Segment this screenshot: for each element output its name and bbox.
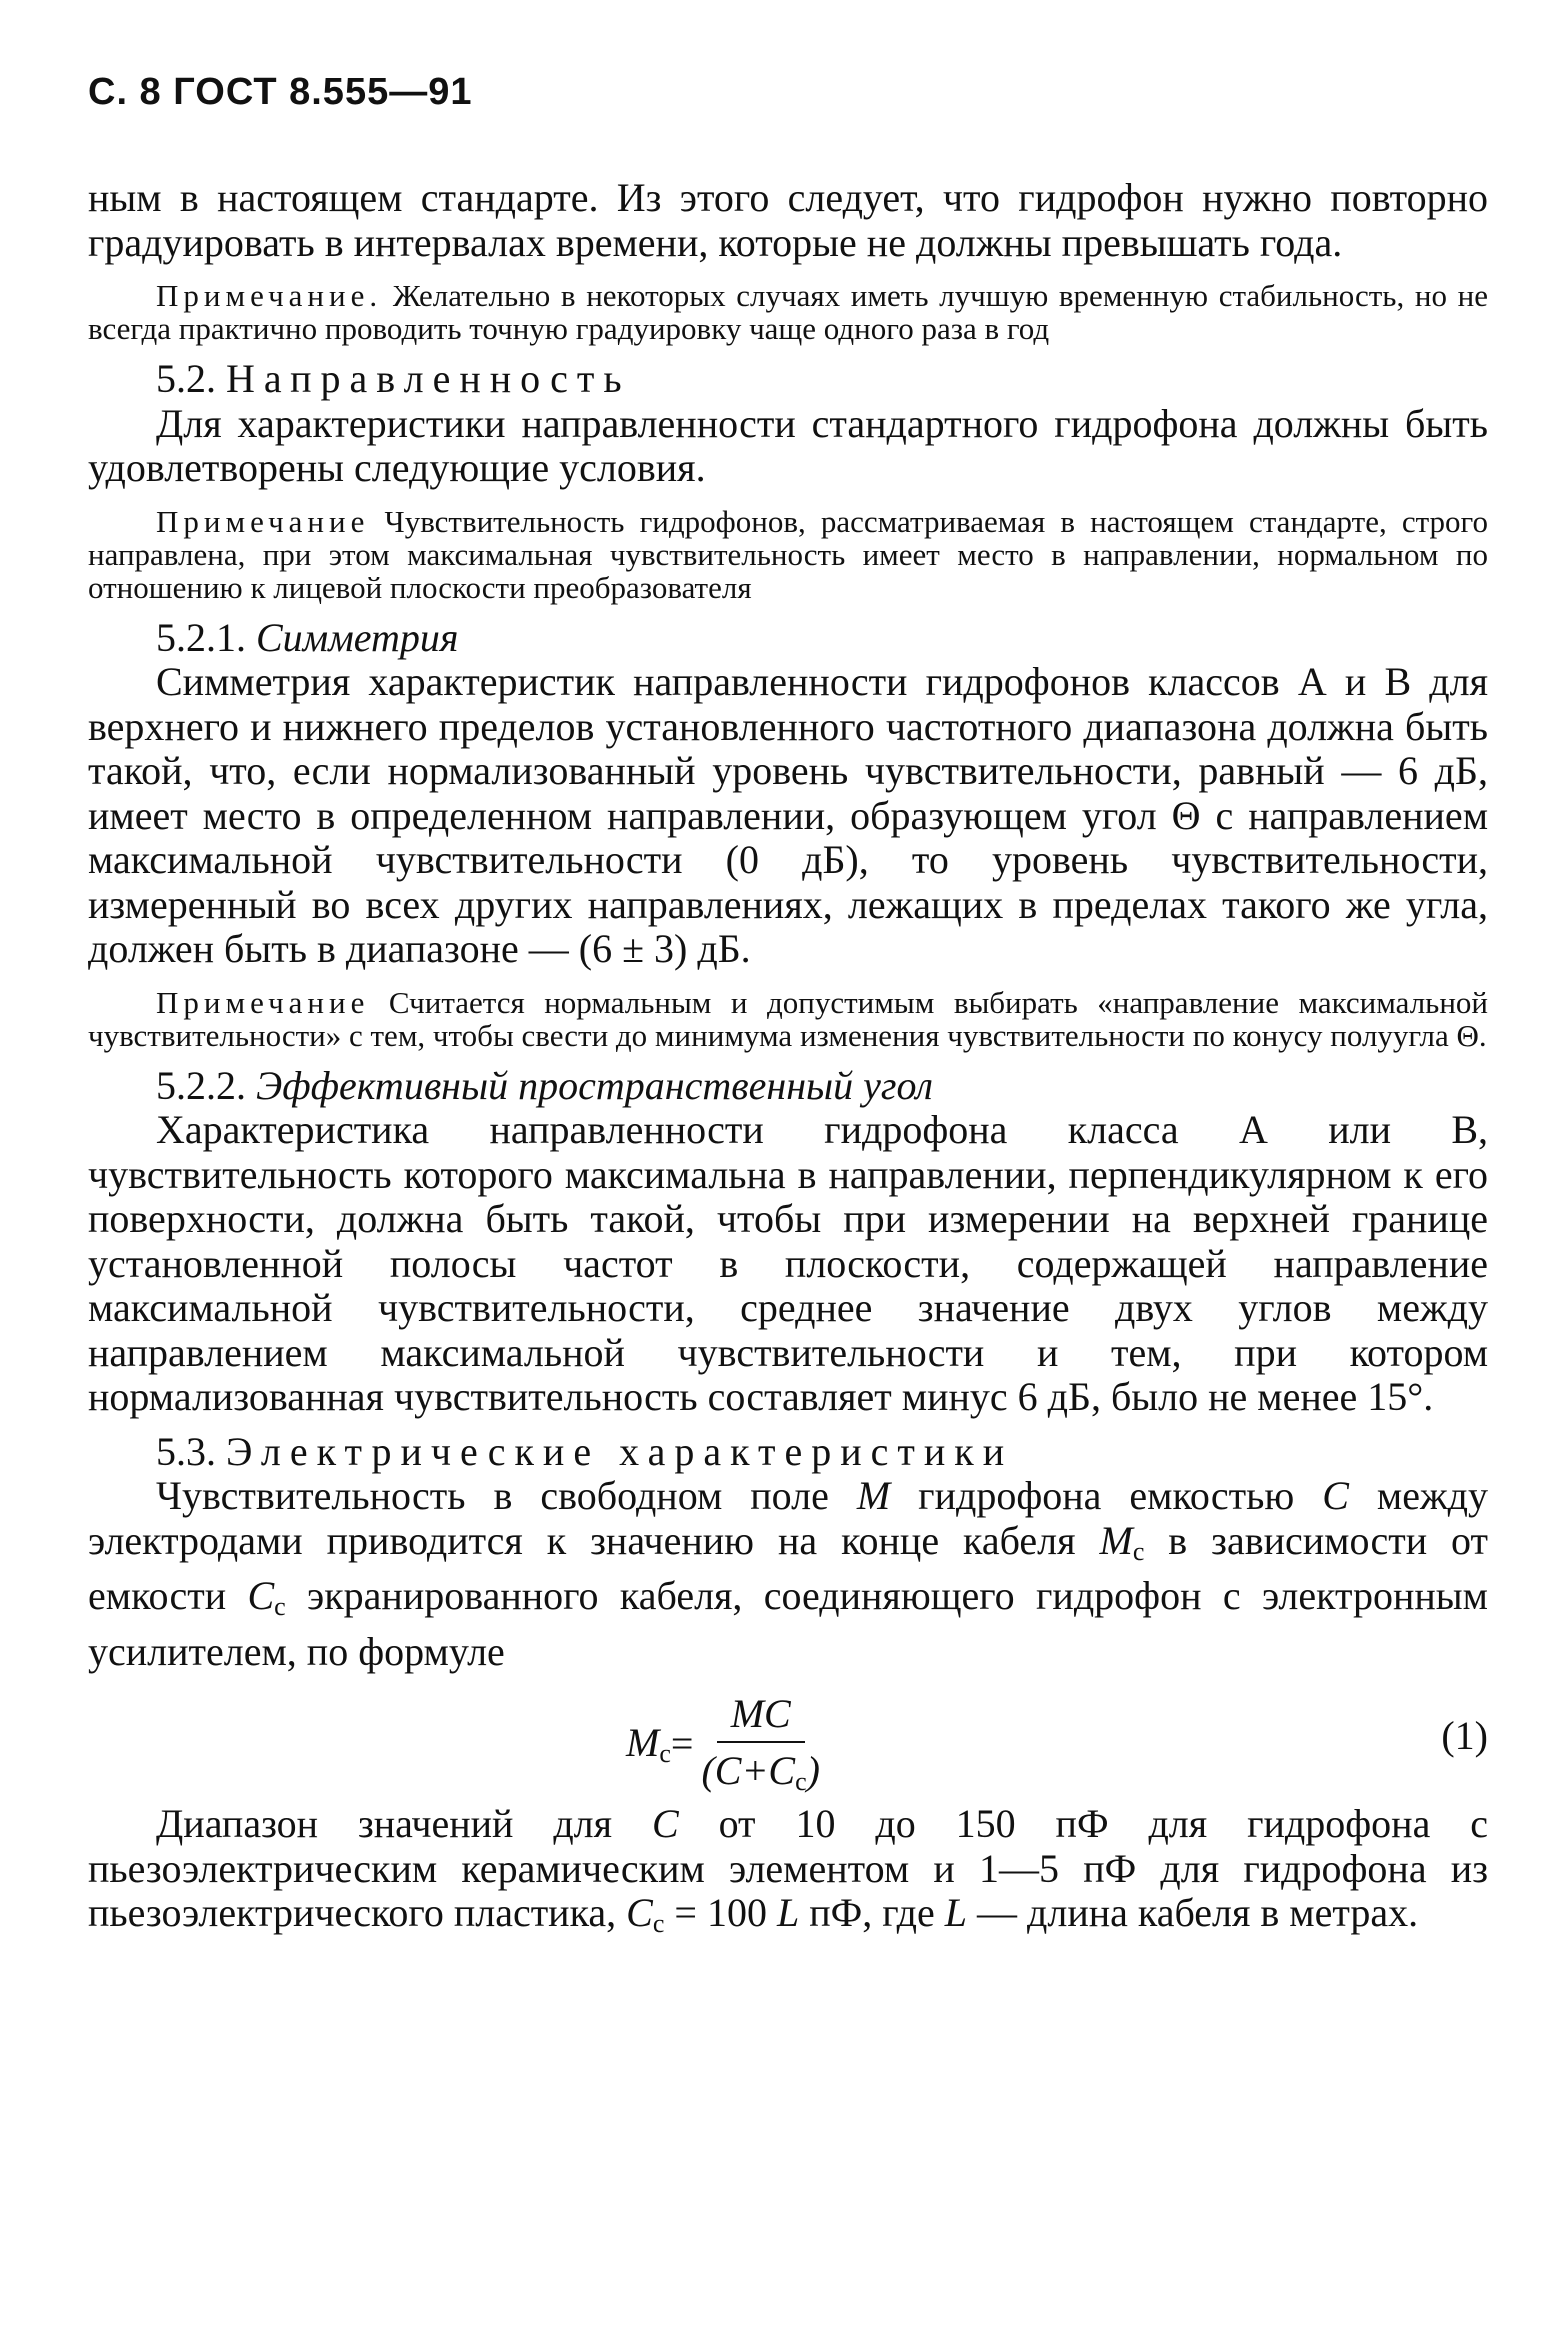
paragraph-range xyxy=(88,1802,1488,1947)
formula-number: (1) xyxy=(1441,1713,1488,1758)
text-run: — длина кабеля в метрах. xyxy=(967,1890,1419,1935)
note-label: Примечание xyxy=(156,984,370,1020)
section-number: 5.2. xyxy=(156,356,216,401)
subscript: c xyxy=(652,1909,665,1938)
text-run: в зависимости от емкости xyxy=(88,1517,1488,1618)
note-text: Желательно в некоторых случаях иметь лучшую временную стабильность, но не всегда практично проводить точную градуировку чаще одного раза в год xyxy=(88,278,1488,346)
formula-lhs-var: M xyxy=(626,1719,660,1765)
note-3 xyxy=(88,986,1488,1052)
section-number: 5.2.2. xyxy=(156,1062,246,1108)
subscript: c xyxy=(274,1592,286,1621)
formula-expression xyxy=(626,1690,820,1797)
text-run: Диапазон значений для xyxy=(156,1801,652,1846)
paragraph-electrical xyxy=(88,1474,1488,1674)
variable-l: L xyxy=(776,1890,800,1935)
note-1 xyxy=(88,279,1488,345)
note-label: Примечание. xyxy=(156,278,383,313)
subscript: c xyxy=(1132,1536,1145,1566)
formula-fraction xyxy=(701,1690,820,1797)
section-5-2-2-heading xyxy=(156,1064,1488,1109)
formula-den-close: ) xyxy=(806,1748,820,1793)
page-header: С. 8 ГОСТ 8.555—91 xyxy=(88,71,473,113)
paragraph-continuation: ным в настоящем стандарте. Из этого следует, что гидрофон нужно повторно градуировать в интервалах времени, которые не должны превышать года. xyxy=(88,175,1488,265)
section-title: Электрические характеристики xyxy=(226,1428,1014,1474)
formula-den-sub: c xyxy=(795,1767,807,1796)
text-run: = 100 xyxy=(664,1890,777,1935)
section-title: Направленность xyxy=(226,356,631,401)
note-label: Примечание xyxy=(156,503,370,539)
formula-lhs-sub: c xyxy=(659,1738,671,1768)
variable-l: L xyxy=(944,1890,967,1935)
text-run: экранированного кабеля, соединяющего гидрофон с электронным усилителем, по формуле xyxy=(88,1573,1488,1674)
variable-c: C xyxy=(626,1890,653,1935)
text-run: от 10 до 150 пФ для гидрофона с пьезоэлектрическим керамическим элементом и 1—5 пФ для гидрофона из пьезоэлектрического пластика, xyxy=(88,1801,1488,1935)
variable-c: C xyxy=(247,1573,275,1618)
document-page xyxy=(88,70,1488,1947)
text-run: между электродами приводится к значению на конце кабеля xyxy=(88,1473,1488,1563)
variable-c: C xyxy=(651,1801,679,1846)
paragraph-symmetry: Симметрия характеристик направленности гидрофонов классов А и В для верхнего и нижнего пределов установленного частотного диапазона должна быть такой, что, если нормализованный уровень чувствительности, равный — 6 дБ, имеет место в определенном направлении, образующем угол Θ с направлением максимальной чувствительности (0 дБ), то уровень чувствительности, измеренный во всех других направлениях, лежащих в пределах такого же угла, должен быть в диапазоне — (6 ± 3) дБ. xyxy=(88,659,1488,971)
paragraph-directivity: Для характеристики направленности стандартного гидрофона должны быть удовлетворены следующие условия. xyxy=(88,400,1488,490)
section-title: Симметрия xyxy=(256,614,459,660)
variable-m: M xyxy=(1099,1517,1133,1563)
section-5-3-heading xyxy=(156,1430,1488,1475)
formula-denominator xyxy=(701,1743,820,1797)
note-text: Считается нормальным и допустимым выбирать «направление максимальной чувствительности» с тем, чтобы свести до минимума изменения чувствительности по конусу полуугла Θ. xyxy=(88,984,1488,1053)
formula-lhs xyxy=(626,1719,671,1769)
text-run: пФ, где xyxy=(799,1890,945,1935)
note-2 xyxy=(88,505,1488,604)
text-run: Чувствительность в свободном поле xyxy=(156,1473,857,1518)
section-5-2-heading xyxy=(156,357,1488,402)
section-number: 5.3. xyxy=(156,1428,216,1474)
section-title: Эффективный пространственный угол xyxy=(256,1062,933,1108)
variable-c: C xyxy=(1322,1473,1349,1518)
section-5-2-1-heading xyxy=(156,616,1488,661)
note-text: Чувствительность гидрофонов, рассматриваемая в настоящем стандарте, строго направлена, при этом максимальная чувствительность имеет место в направлении, нормальном по отношению к лицевой плоскости преобразователя xyxy=(88,503,1489,605)
section-number: 5.2.1. xyxy=(156,614,246,660)
formula-equals: = xyxy=(670,1721,694,1766)
text-run: гидрофона емкостью xyxy=(890,1473,1323,1518)
formula-numerator: MC xyxy=(717,1690,805,1743)
formula-den-part: (C+C xyxy=(701,1748,796,1793)
formula-1 xyxy=(88,1684,1488,1796)
variable-m: M xyxy=(856,1473,891,1518)
paragraph-solid-angle: Характеристика направленности гидрофона класса А или В, чувствительность которого максимальна в направлении, перпендикулярном к его поверхности, должна быть такой, чтобы при измерении на верхней границе установленной полосы частот в плоскости, содержащей направление максимальной чувствительности, среднее значение двух углов между направлением максимальной чувствительности и тем, при котором нормализованная чувствительность составляет минус 6 дБ, было не менее 15°. xyxy=(88,1107,1488,1419)
